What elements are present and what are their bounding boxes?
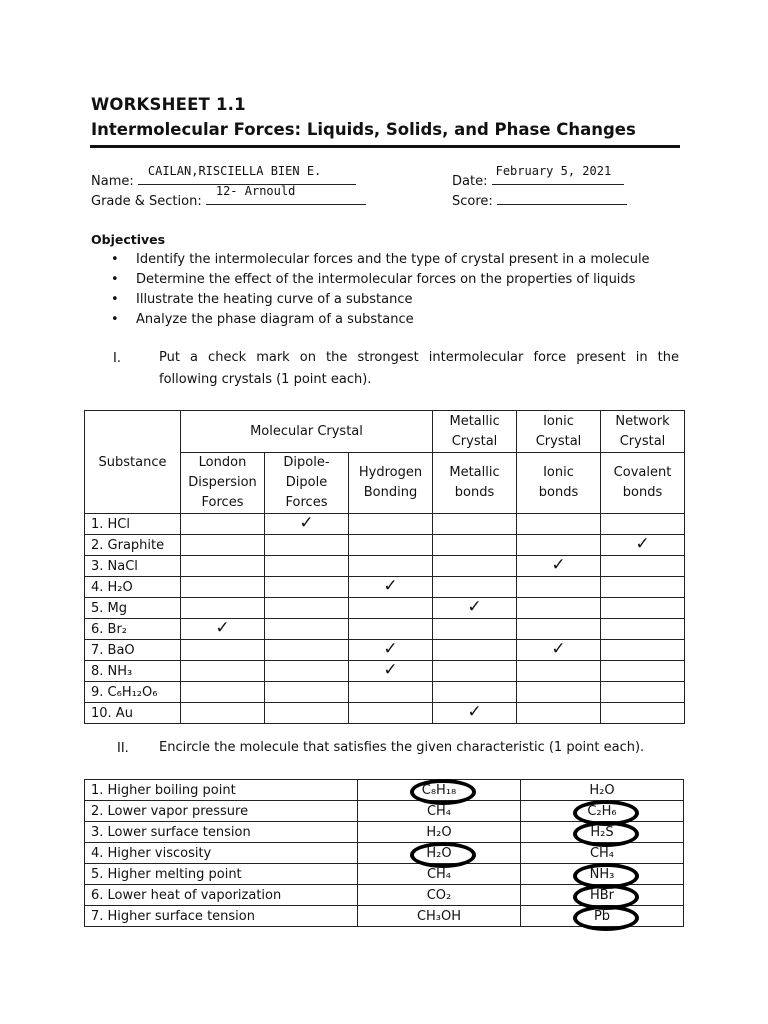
- check-mark-icon: ✓: [383, 639, 398, 659]
- table-row: [85, 556, 685, 577]
- check-cell-ionic[interactable]: [517, 535, 601, 556]
- substance-cell: 8. NH₃: [85, 661, 181, 682]
- score-field: [452, 190, 627, 209]
- molecule-label: Pb: [593, 908, 611, 924]
- check-cell-ionic[interactable]: [517, 514, 601, 535]
- check-cell-metallic[interactable]: [433, 619, 517, 640]
- objective-item: • Illustrate the heating curve of a substance: [111, 290, 650, 310]
- option-a-cell[interactable]: [358, 885, 521, 906]
- check-cell-hydrogen[interactable]: [349, 514, 433, 535]
- check-mark-icon: ✓: [383, 576, 398, 596]
- table-row: [85, 682, 685, 703]
- substance-cell: 2. Graphite: [85, 535, 181, 556]
- characteristic-cell: 6. Lower heat of vaporization: [85, 885, 358, 906]
- check-cell-covalent[interactable]: [601, 661, 685, 682]
- characteristic-cell: 4. Higher viscosity: [85, 843, 358, 864]
- table-row: [85, 598, 685, 619]
- molecule-label: HBr: [589, 887, 615, 903]
- check-cell-metallic[interactable]: [433, 514, 517, 535]
- table-row: [85, 801, 684, 822]
- table-row: [85, 703, 685, 724]
- check-cell-hydrogen[interactable]: [349, 535, 433, 556]
- header-hydrogen: Hydrogen Bonding: [349, 453, 433, 514]
- option-a-cell[interactable]: [358, 822, 521, 843]
- check-cell-ionic[interactable]: [517, 619, 601, 640]
- check-cell-dipole[interactable]: [265, 619, 349, 640]
- substance-cell: 6. Br₂: [85, 619, 181, 640]
- header-covalent-bonds: Covalent bonds: [601, 453, 685, 514]
- molecule-label: NH₃: [589, 866, 615, 882]
- option-a-cell[interactable]: [358, 864, 521, 885]
- substance-cell: 4. H₂O: [85, 577, 181, 598]
- check-cell-ionic[interactable]: [517, 703, 601, 724]
- check-cell-covalent[interactable]: [601, 619, 685, 640]
- bullet-icon: •: [111, 252, 119, 267]
- table-row: [85, 864, 684, 885]
- check-cell-dipole[interactable]: [265, 703, 349, 724]
- score-line[interactable]: [497, 190, 627, 205]
- table-row: [85, 619, 685, 640]
- header-dipole: Dipole-Dipole Forces: [265, 453, 349, 514]
- characteristic-cell: 5. Higher melting point: [85, 864, 358, 885]
- table-row: [85, 577, 685, 598]
- check-cell-ionic[interactable]: [517, 598, 601, 619]
- section2-instructions: Encircle the molecule that satisfies the given characteristic (1 point each).: [159, 740, 645, 755]
- crystal-force-table-body: [85, 514, 685, 724]
- objective-item: • Analyze the phase diagram of a substance: [111, 310, 650, 330]
- check-cell-london[interactable]: [181, 661, 265, 682]
- table-row: [85, 780, 684, 801]
- header-ionic-crystal: Ionic Crystal: [517, 411, 601, 453]
- option-a-cell[interactable]: [358, 906, 521, 927]
- check-cell-hydrogen[interactable]: [349, 661, 433, 682]
- grade-section-field: [91, 184, 366, 209]
- table-row: [85, 843, 684, 864]
- header-metallic-bonds: Metallic bonds: [433, 453, 517, 514]
- check-cell-metallic[interactable]: [433, 577, 517, 598]
- option-a-cell[interactable]: [358, 843, 521, 864]
- worksheet-title: WORKSHEET 1.1: [91, 95, 246, 114]
- option-b-cell[interactable]: [521, 885, 684, 906]
- check-cell-metallic[interactable]: [433, 682, 517, 703]
- table-row: [85, 661, 685, 682]
- header-ionic-bonds: Ionic bonds: [517, 453, 601, 514]
- option-b-cell[interactable]: [521, 864, 684, 885]
- table-row: [85, 885, 684, 906]
- grade-section-value: 12- Arnould: [215, 184, 296, 198]
- check-cell-ionic[interactable]: [517, 661, 601, 682]
- header-metallic-crystal: Metallic Crystal: [433, 411, 517, 453]
- check-cell-ionic[interactable]: [517, 682, 601, 703]
- name-line[interactable]: [138, 164, 356, 185]
- option-b-cell[interactable]: [521, 843, 684, 864]
- check-cell-hydrogen[interactable]: [349, 703, 433, 724]
- check-cell-london[interactable]: [181, 535, 265, 556]
- substance-cell: 5. Mg: [85, 598, 181, 619]
- option-a-cell[interactable]: [358, 801, 521, 822]
- name-label: Name:: [91, 174, 134, 189]
- characteristic-cell: 2. Lower vapor pressure: [85, 801, 358, 822]
- characteristic-cell: 1. Higher boiling point: [85, 780, 358, 801]
- header-molecular-crystal: Molecular Crystal: [181, 411, 433, 453]
- molecule-label: CH₄: [426, 866, 452, 882]
- check-cell-covalent[interactable]: [601, 703, 685, 724]
- date-label: Date:: [452, 174, 488, 189]
- name-value: CAILAN,RISCIELLA BIEN E.: [147, 164, 322, 178]
- date-value: February 5, 2021: [495, 164, 612, 178]
- check-cell-hydrogen[interactable]: [349, 598, 433, 619]
- check-cell-dipole[interactable]: [265, 535, 349, 556]
- check-cell-london[interactable]: [181, 703, 265, 724]
- encircle-table-body: [85, 780, 684, 927]
- table-row: [85, 514, 685, 535]
- substance-cell: 7. BaO: [85, 640, 181, 661]
- check-cell-ionic[interactable]: [517, 640, 601, 661]
- check-cell-dipole[interactable]: [265, 661, 349, 682]
- molecule-label: CH₄: [426, 803, 452, 819]
- check-cell-london[interactable]: [181, 682, 265, 703]
- table-row: [85, 535, 685, 556]
- worksheet-subtitle: Intermolecular Forces: Liquids, Solids, and Phase Changes: [91, 120, 636, 139]
- section1-text-line1: Put a check mark on the strongest intermolecular force present in the: [159, 350, 679, 365]
- molecule-label: C₂H₆: [587, 803, 617, 819]
- encircle-table: [84, 779, 684, 927]
- molecule-label: CH₄: [589, 845, 615, 861]
- check-cell-london[interactable]: [181, 598, 265, 619]
- section1-instructions: [159, 347, 679, 391]
- objectives-list: [111, 250, 650, 330]
- check-cell-dipole[interactable]: [265, 577, 349, 598]
- characteristic-cell: 7. Higher surface tension: [85, 906, 358, 927]
- substance-cell: 10. Au: [85, 703, 181, 724]
- check-cell-metallic[interactable]: [433, 661, 517, 682]
- option-b-cell[interactable]: [521, 906, 684, 927]
- check-cell-covalent[interactable]: [601, 556, 685, 577]
- check-cell-dipole[interactable]: [265, 598, 349, 619]
- molecule-label: C₈H₁₈: [421, 782, 457, 798]
- check-cell-london[interactable]: [181, 577, 265, 598]
- check-cell-ionic[interactable]: [517, 556, 601, 577]
- molecule-label: H₂O: [426, 845, 452, 861]
- check-cell-dipole[interactable]: [265, 682, 349, 703]
- check-cell-metallic[interactable]: [433, 598, 517, 619]
- check-mark-icon: ✓: [635, 534, 650, 554]
- check-mark-icon: ✓: [467, 702, 482, 722]
- check-cell-metallic[interactable]: [433, 556, 517, 577]
- check-cell-dipole[interactable]: [265, 640, 349, 661]
- check-mark-icon: ✓: [299, 513, 314, 533]
- table-row: [85, 640, 685, 661]
- check-cell-metallic[interactable]: [433, 640, 517, 661]
- check-cell-london[interactable]: [181, 640, 265, 661]
- bullet-icon: •: [111, 292, 119, 307]
- check-cell-covalent[interactable]: [601, 577, 685, 598]
- check-cell-london[interactable]: [181, 556, 265, 577]
- date-line[interactable]: [492, 164, 624, 185]
- objectives-title: Objectives: [91, 232, 166, 247]
- substance-cell: 1. HCl: [85, 514, 181, 535]
- header-london: London Dispersion Forces: [181, 453, 265, 514]
- check-cell-metallic[interactable]: [433, 703, 517, 724]
- grade-section-label: Grade & Section:: [91, 194, 202, 209]
- check-mark-icon: ✓: [215, 618, 230, 638]
- check-cell-hydrogen[interactable]: [349, 577, 433, 598]
- check-cell-london[interactable]: [181, 514, 265, 535]
- check-mark-icon: ✓: [383, 660, 398, 680]
- check-cell-hydrogen[interactable]: [349, 682, 433, 703]
- molecule-label: CH₃OH: [416, 908, 462, 924]
- substance-cell: 9. C₆H₁₂O₆: [85, 682, 181, 703]
- check-cell-dipole[interactable]: [265, 556, 349, 577]
- option-a-cell[interactable]: [358, 780, 521, 801]
- section1-number: I.: [113, 351, 121, 366]
- check-cell-dipole[interactable]: [265, 514, 349, 535]
- section1-text-line2: following crystals (1 point each).: [159, 372, 372, 387]
- check-cell-hydrogen[interactable]: [349, 619, 433, 640]
- check-cell-metallic[interactable]: [433, 535, 517, 556]
- grade-section-line[interactable]: [206, 184, 366, 205]
- header-network-crystal: Network Crystal: [601, 411, 685, 453]
- check-cell-hydrogen[interactable]: [349, 640, 433, 661]
- check-cell-covalent[interactable]: [601, 682, 685, 703]
- molecule-label: H₂O: [589, 782, 615, 798]
- bullet-icon: •: [111, 312, 119, 327]
- molecule-label: H₂O: [426, 824, 452, 840]
- check-cell-covalent[interactable]: [601, 514, 685, 535]
- check-mark-icon: ✓: [551, 555, 566, 575]
- crystal-force-table: [84, 410, 685, 724]
- check-cell-covalent[interactable]: [601, 598, 685, 619]
- check-cell-london[interactable]: [181, 619, 265, 640]
- objective-item: • Determine the effect of the intermolecular forces on the properties of liquids: [111, 270, 650, 290]
- date-field: [452, 164, 624, 189]
- objective-item: • Identify the intermolecular forces and the type of crystal present in a molecule: [111, 250, 650, 270]
- check-mark-icon: ✓: [551, 639, 566, 659]
- check-mark-icon: ✓: [467, 597, 482, 617]
- characteristic-cell: 3. Lower surface tension: [85, 822, 358, 843]
- bullet-icon: •: [111, 272, 119, 287]
- table-row: [85, 822, 684, 843]
- substance-cell: 3. NaCl: [85, 556, 181, 577]
- option-b-cell[interactable]: [521, 822, 684, 843]
- option-b-cell[interactable]: [521, 780, 684, 801]
- check-cell-covalent[interactable]: [601, 535, 685, 556]
- score-label: Score:: [452, 194, 493, 209]
- table-row: [85, 906, 684, 927]
- check-cell-covalent[interactable]: [601, 640, 685, 661]
- check-cell-ionic[interactable]: [517, 577, 601, 598]
- title-divider: [90, 145, 680, 148]
- molecule-label: H₂S: [590, 824, 614, 840]
- header-substance: Substance: [85, 411, 181, 514]
- section2-number: II.: [117, 741, 129, 756]
- molecule-label: CO₂: [426, 887, 452, 903]
- option-b-cell[interactable]: [521, 801, 684, 822]
- check-cell-hydrogen[interactable]: [349, 556, 433, 577]
